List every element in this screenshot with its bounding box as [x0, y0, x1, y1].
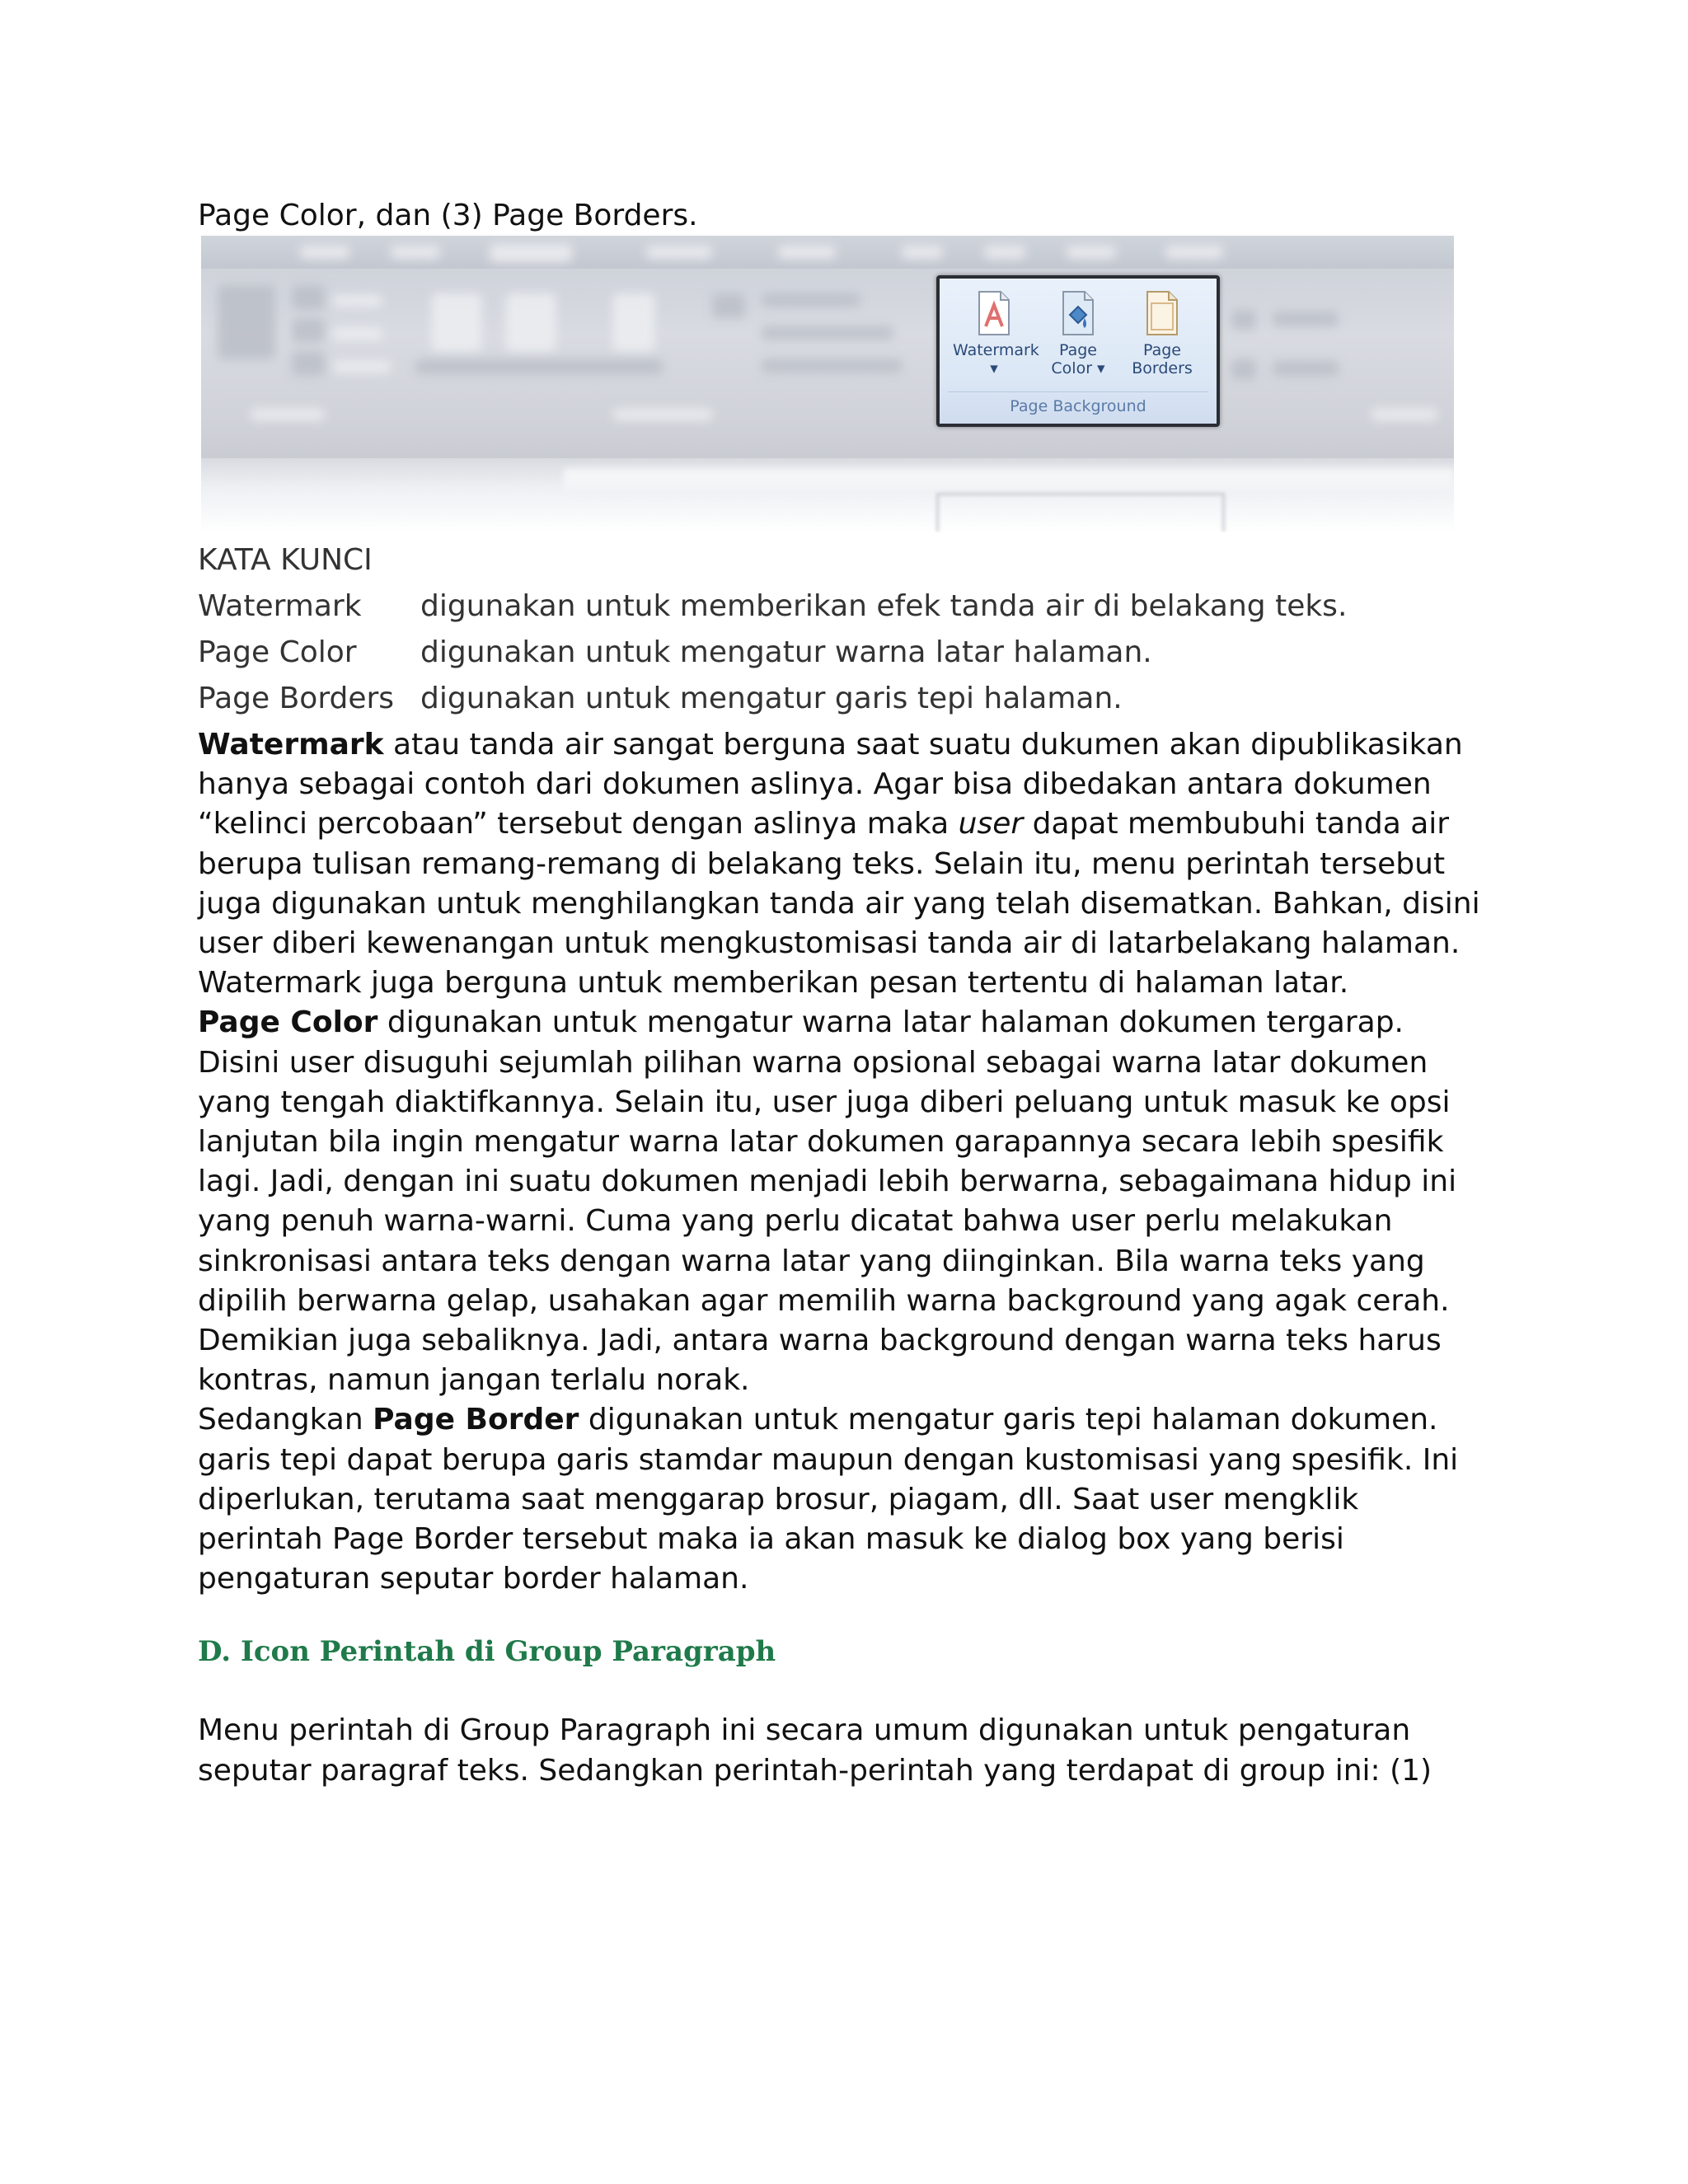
keyword-term: Page Color [198, 635, 357, 669]
blurred-label [762, 293, 860, 307]
blurred-icon [506, 293, 556, 351]
blurred-icon [712, 293, 745, 318]
keyword-definition: digunakan untuk mengatur warna latar halaman. [420, 635, 1152, 669]
blurred-label [762, 326, 893, 340]
blurred-icon [292, 318, 325, 343]
ribbon-background [201, 236, 1454, 458]
blurred-label [1273, 361, 1339, 376]
page-border-paragraph [198, 1400, 1492, 1599]
page-border-lead: Sedangkan [198, 1403, 373, 1437]
blurred-label [1273, 312, 1339, 326]
blurred-tab [984, 246, 1025, 259]
page-borders-label-line1: Page [1143, 341, 1181, 359]
section-paragraph: Menu perintah di Group Paragraph ini secara umum digunakan untuk pengaturan seputar paragraf teks. Sedangkan perintah-perintah yang terdapat di group ini: (1) [198, 1713, 1432, 1788]
blurred-label [333, 361, 391, 373]
page-color-label-line1: Page [1059, 341, 1097, 359]
page-color-text: digunakan untuk mengatur warna latar halaman dokumen tergarap. Disini user disuguhi sejumlah pilihan warna opsional sebagai warna latar dokumen yang tengah diaktifkannya. Selain itu, user juga diberi peluang untuk masuk ke opsi lanjutan bila ingin mengatur warna latar dokumen garapannya secara lebih spesifik lagi. Jadi, dengan ini suatu dokumen menjadi lebih berwarna, sebagaimana hidup ini yang penuh warna-warni. Cuma yang perlu dicatat bahwa user perlu melakukan sinkronisasi antara teks dengan warna latar yang diinginkan. Bila warna teks yang dipilih berwarna gelap, usahakan agar memilih warna background yang agak cerah. Demikian juga sebaliknya. Jadi, antara warna background dengan warna teks harus kontras, namun jangan terlalu norak. [198, 1005, 1457, 1398]
watermark-button[interactable] [953, 290, 1039, 389]
blurred-icon [1231, 310, 1256, 330]
user-italic: user [958, 807, 1024, 841]
page-borders-button[interactable] [1121, 290, 1203, 389]
blurred-icon [613, 293, 654, 351]
intro-line: Page Color, dan (3) Page Borders. [198, 199, 698, 232]
page-borders-label-line2: Borders [1132, 359, 1193, 377]
blurred-tab [646, 246, 712, 259]
blurred-group-label [1372, 409, 1437, 420]
blurred-group-label [251, 409, 325, 420]
page-color-paragraph [198, 1003, 1492, 1400]
blurred-tab [300, 246, 349, 259]
blurred-icon [292, 285, 325, 310]
reflection-group-box [936, 493, 1225, 532]
watermark-text-b: dapat membubuhi tanda air berupa tulisan remang-remang di belakang teks. Selain itu, menu perintah tersebut juga digunakan untuk menghilangkan tanda air yang telah disematkan. Bahkan, disini user diberi kewenangan untuk mengkustomisasi tanda air di latarbelakang halaman. Watermark juga berguna untuk memberikan pesan tertentu di halaman latar. [198, 807, 1480, 1001]
page-background-group-label: Page Background [1010, 397, 1146, 415]
blurred-tab [1067, 246, 1116, 259]
blurred-icon [1231, 359, 1256, 379]
watermark-text-a: atau tanda air sangat berguna saat suatu dukumen akan dipublikasikan hanya sebagai contoh dari dokumen aslinya. Agar bisa dibedakan antara dokumen “kelinci percobaan” tersebut dengan aslinya maka [198, 728, 1463, 841]
watermark-icon [976, 290, 1012, 336]
blurred-label [415, 359, 663, 374]
blurred-label [333, 328, 382, 340]
blurred-tab [902, 246, 943, 259]
page-color-label-line2: Color ▾ [1051, 359, 1105, 377]
page-color-button[interactable] [1037, 290, 1119, 389]
watermark-term: Watermark [198, 728, 384, 762]
watermark-label-line1: Watermark [953, 341, 1039, 359]
blurred-label [333, 295, 382, 307]
blurred-tab [1165, 246, 1223, 259]
blurred-tab [391, 246, 440, 259]
keyword-row-page-borders [198, 676, 1492, 722]
blurred-icon [432, 293, 481, 351]
blurred-tab [490, 244, 572, 262]
page-color-term: Page Color [198, 1005, 378, 1040]
page-color-icon [1060, 290, 1096, 336]
blurred-icon [292, 351, 325, 376]
watermark-label-line2: ▾ [990, 359, 998, 377]
keyword-term: Page Borders [198, 682, 395, 715]
page-border-term: Page Border [373, 1403, 579, 1437]
ribbon-screenshot [201, 236, 1454, 532]
keyword-definition: digunakan untuk memberikan efek tanda air di belakang teks. [420, 589, 1348, 623]
section-heading: D. Icon Perintah di Group Paragraph [198, 1635, 776, 1669]
keyword-row-page-color [198, 630, 1492, 676]
watermark-paragraph [198, 725, 1492, 1003]
page-background-group [936, 275, 1220, 427]
page-border-text: digunakan untuk mengatur garis tepi halaman dokumen. garis tepi dapat berupa garis stamdar maupun dengan kustomisasi yang spesifik. Ini diperlukan, terutama saat menggarap brosur, piagam, dll. Saat user mengklik perintah Page Border tersebut maka ia akan masuk ke dialog box yang berisi pengaturan seputar border halaman. [198, 1403, 1459, 1596]
group-separator [948, 391, 1208, 392]
page-content [198, 196, 1492, 1791]
blurred-label [762, 359, 902, 373]
keyword-definition: digunakan untuk mengatur garis tepi halaman. [420, 682, 1123, 715]
reflection-strip [564, 468, 1454, 490]
blurred-tab [778, 246, 836, 259]
page-borders-icon [1144, 290, 1180, 336]
blurred-icon [218, 285, 275, 359]
keyword-row-watermark [198, 583, 1492, 630]
keyword-term: Watermark [198, 589, 362, 623]
keywords-title: KATA KUNCI [198, 543, 373, 577]
blurred-group-label [613, 409, 712, 420]
